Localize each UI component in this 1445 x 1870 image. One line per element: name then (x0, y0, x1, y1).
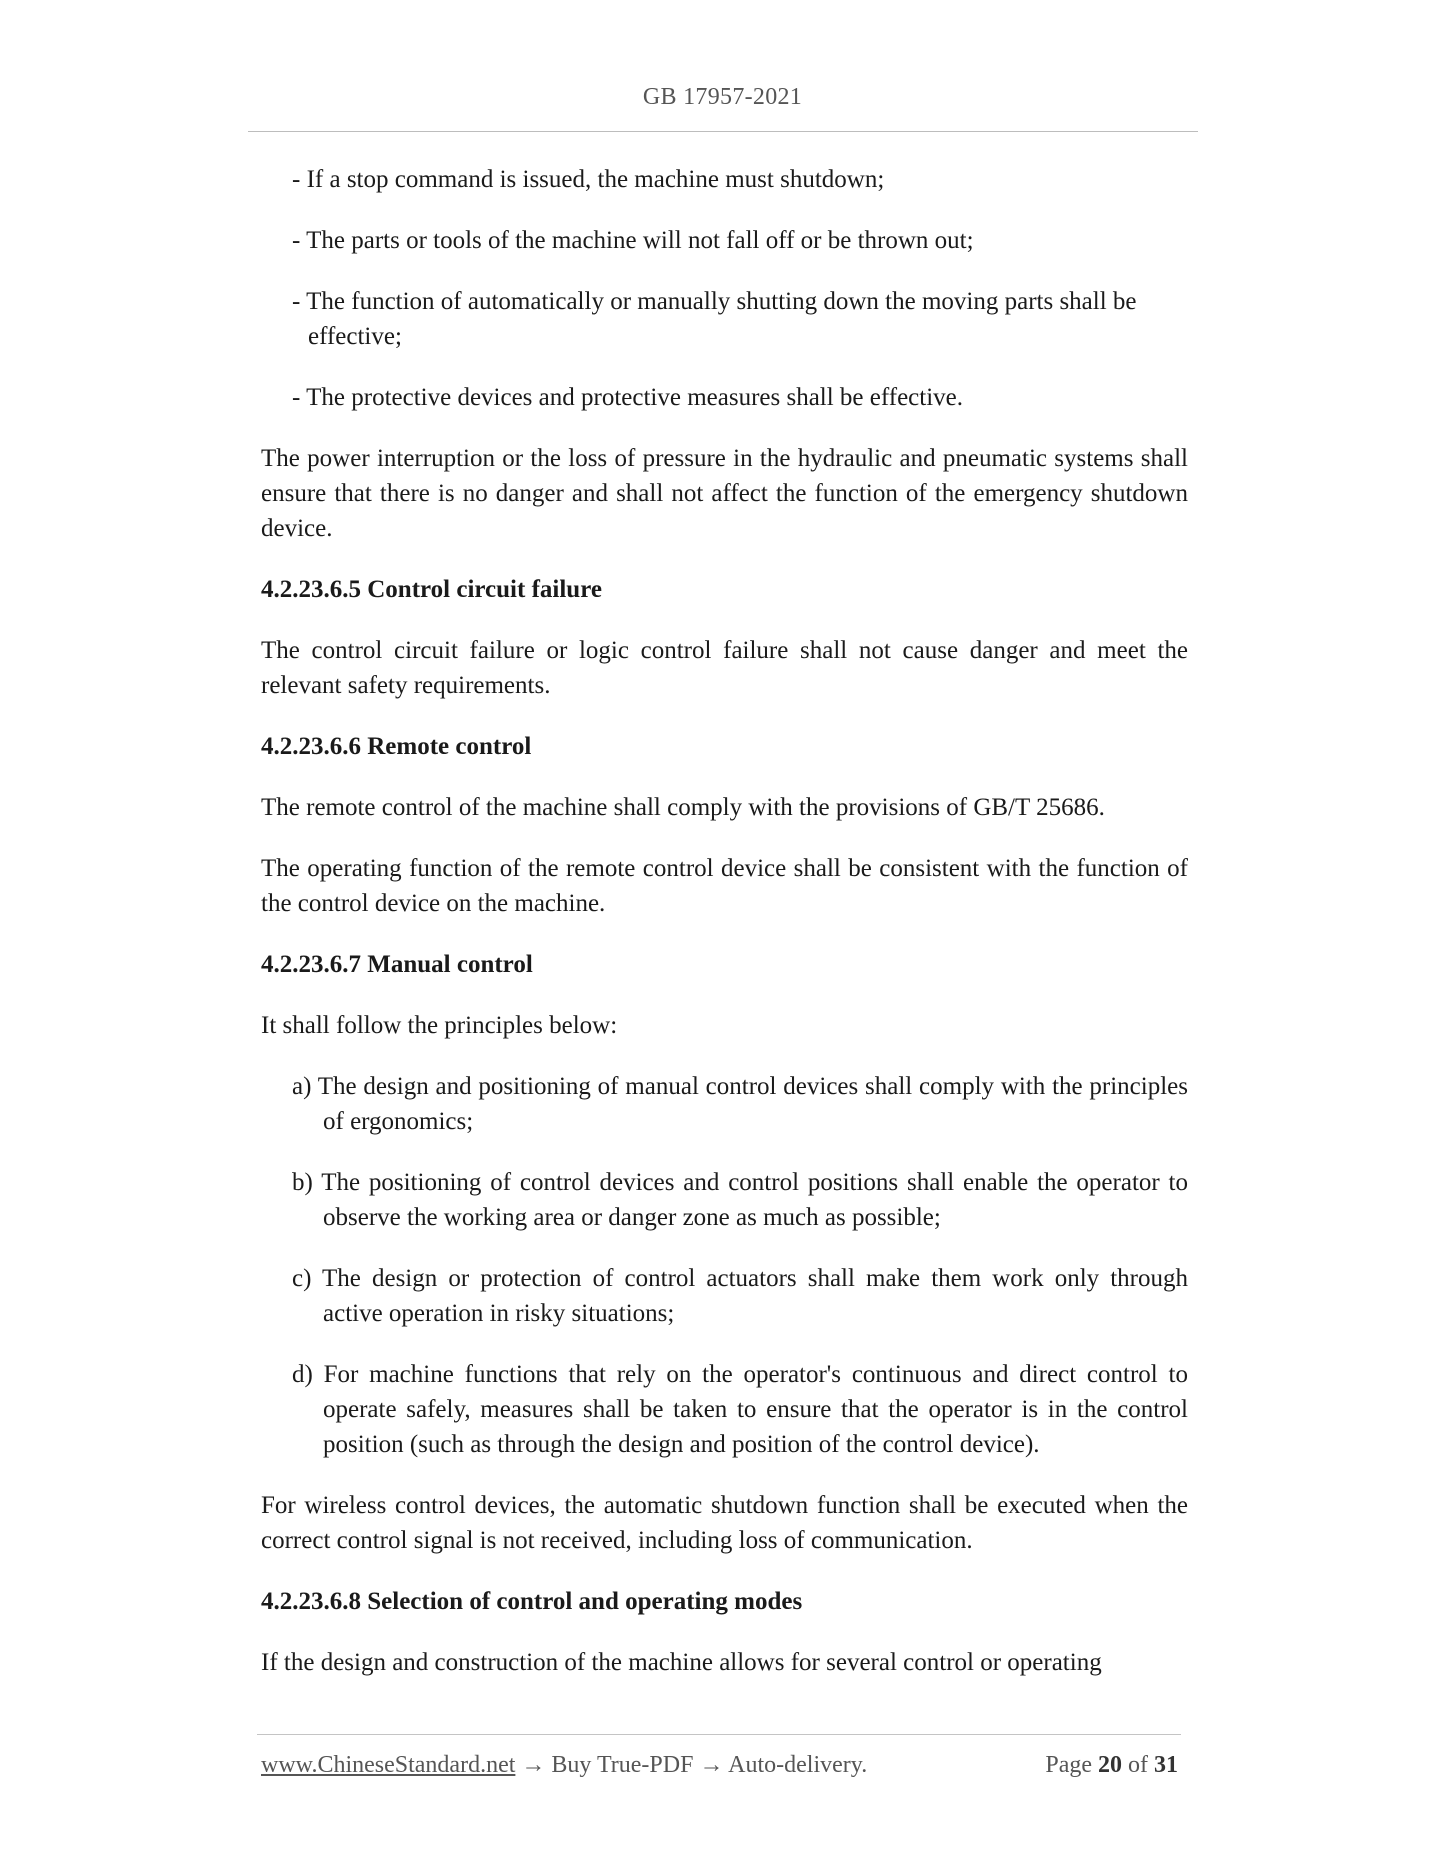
list-item: a) The design and positioning of manual control devices shall comply with the principles of ergonomics; (292, 1073, 1188, 1135)
document-code: GB 17957-2021 (642, 84, 803, 110)
paragraph-control-circuit-failure: The control circuit failure or logic control failure shall not cause danger and meet the relevant safety requirements. (261, 637, 1188, 699)
list-item: - The protective devices and protective measures shall be effective. (292, 384, 964, 411)
page-footer (261, 1752, 1181, 1788)
list-item: b) The positioning of control devices and control positions shall enable the operator to observe the working area or danger zone as much as possible; (292, 1169, 1188, 1231)
arrow-right-icon: → (521, 1752, 546, 1778)
header-divider (248, 131, 1198, 132)
paragraph-remote-control-function: The operating function of the remote control device shall be consistent with the function of the control device on the machine. (261, 855, 1188, 917)
paragraph-wireless-control: For wireless control devices, the automatic shutdown function shall be executed when the correct control signal is not received, including loss of communication. (261, 1492, 1188, 1554)
paragraph-power-interruption: The power interruption or the loss of pressure in the hydraulic and pneumatic systems shall ensure that there is no danger and shall not affect the function of the emergency shutdown device. (261, 445, 1188, 542)
total-pages: 31 (1154, 1752, 1178, 1778)
page-number: 20 (1098, 1752, 1122, 1778)
section-heading-remote-control: 4.2.23.6.6 Remote control (261, 733, 532, 760)
arrow-right-icon: → (699, 1752, 724, 1778)
paragraph-control-modes: If the design and construction of the machine allows for several control or operating (261, 1649, 1102, 1676)
website-link[interactable]: www.ChineseStandard.net (261, 1752, 516, 1778)
page-indicator (1045, 1752, 1178, 1779)
section-heading-manual-control: 4.2.23.6.7 Manual control (261, 951, 533, 978)
page-content (261, 162, 1188, 1706)
section-heading-control-circuit-failure: 4.2.23.6.5 Control circuit failure (261, 576, 602, 603)
section-heading-control-modes: 4.2.23.6.8 Selection of control and operating modes (261, 1588, 803, 1615)
list-item: - If a stop command is issued, the machine must shutdown; (292, 166, 885, 193)
page-label: Page (1045, 1752, 1092, 1778)
buy-true-pdf-text: Buy True-PDF (551, 1752, 694, 1778)
paragraph-remote-control-standard: The remote control of the machine shall comply with the provisions of GB/T 25686. (261, 794, 1105, 821)
list-item: - The parts or tools of the machine will not fall off or be thrown out; (292, 227, 974, 254)
auto-delivery-text: Auto-delivery. (728, 1752, 868, 1778)
list-item: - The function of automatically or manually shutting down the moving parts shall be effective; (292, 288, 1137, 350)
footer-divider (257, 1734, 1181, 1735)
list-item: d) For machine functions that rely on the operator's continuous and direct control to operate safely, measures shall be taken to ensure that the operator is in the control position (such as through the design and position of the control device). (292, 1361, 1188, 1458)
paragraph-manual-control-intro: It shall follow the principles below: (261, 1012, 618, 1039)
of-label: of (1128, 1752, 1148, 1778)
list-item: c) The design or protection of control actuators shall make them work only through active operation in risky situations; (292, 1265, 1188, 1327)
footer-promo (261, 1752, 867, 1779)
